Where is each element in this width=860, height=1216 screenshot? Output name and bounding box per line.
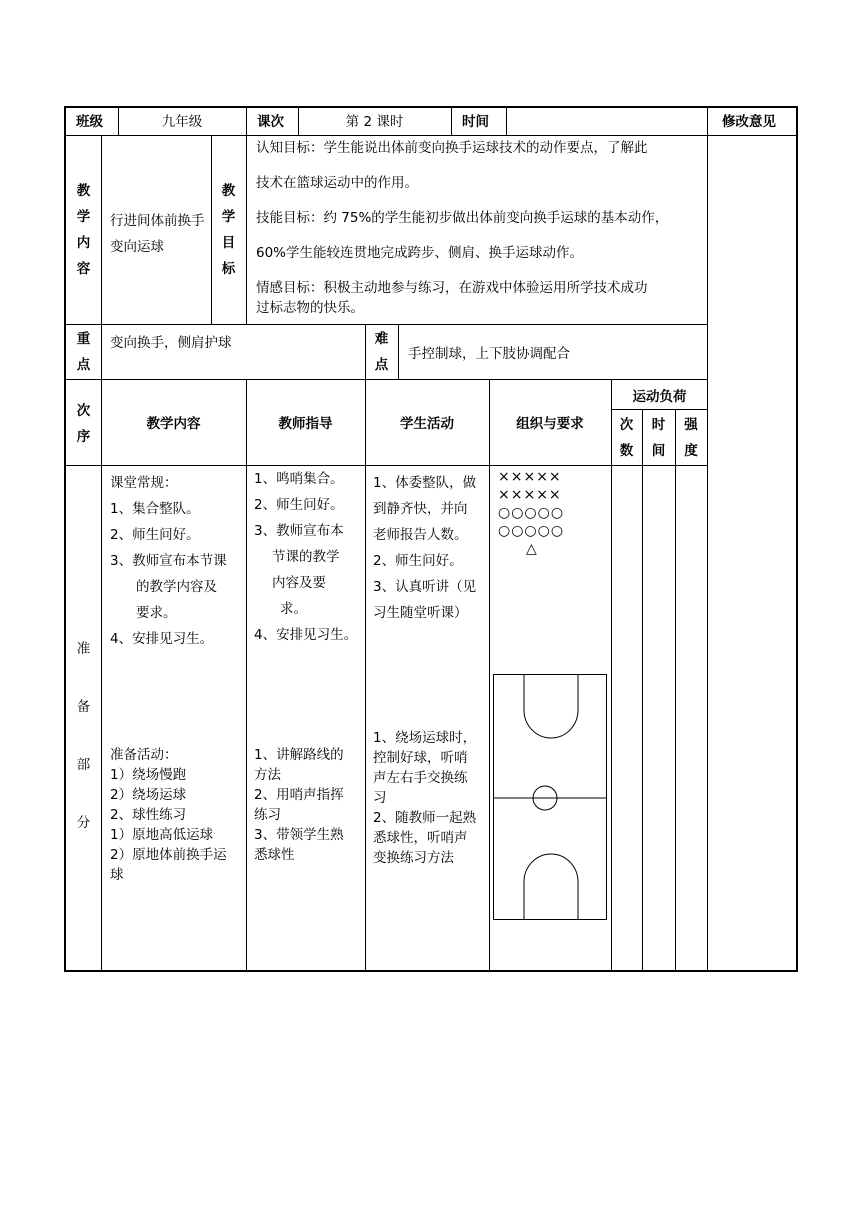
keypoint-label: 重 点 [76, 331, 91, 373]
list-item: 1）绕场慢跑 [110, 767, 187, 783]
list-item: 节课的教学 [272, 549, 340, 565]
list-item: 4、安排见习生。 [110, 631, 214, 647]
basketball-court-diagram [493, 674, 607, 920]
list-item: 3、认真听讲（见 [373, 579, 477, 595]
list-item: 方法 [254, 767, 281, 783]
rule-right [796, 106, 798, 972]
list-item: 的教学内容及 [136, 579, 217, 595]
list-item: 2、球性练习 [110, 807, 187, 823]
rule-revision [707, 106, 708, 970]
list-item: 老师报告人数。 [373, 527, 468, 543]
difficulty-label: 难 点 [374, 331, 389, 373]
list-item: 2、随教师一起熟 [373, 810, 477, 826]
rule-top [64, 106, 798, 108]
list-item: 变换练习方法 [373, 850, 454, 866]
list-item: 2、用哨声指挥 [254, 787, 344, 803]
revision-label: 修改意见 [722, 114, 776, 130]
list-item: 习生随堂听课） [373, 605, 468, 621]
list-item: 2）原地体前换手运 [110, 847, 227, 863]
goal-line: 技能目标：约 75%的学生能初步做出体前变向换手运球的基本动作， [256, 210, 669, 226]
content-label: 教 学 内 容 [76, 183, 91, 277]
lesson-value: 第 2 课时 [345, 114, 404, 130]
rule-col-time [675, 409, 676, 970]
organization-header: 组织与要求 [516, 416, 584, 432]
formation-row: ××××× [498, 469, 562, 485]
rule-col-org [611, 379, 612, 970]
list-item: 2）绕场运球 [110, 787, 187, 803]
time-label: 时间 [462, 114, 489, 130]
list-item: 控制好球，听哨 [373, 750, 468, 766]
list-item: 内容及要 [272, 575, 326, 591]
goal-label: 教 学 目 标 [221, 183, 236, 277]
formation-row: ××××× [498, 487, 562, 503]
list-item: 1、绕场运球时， [373, 730, 477, 746]
list-item: 3、带领学生熟 [254, 827, 344, 843]
list-item: 球 [110, 867, 124, 883]
goal-line: 60%学生能较连贯地完成跨步、侧肩、换手运球动作。 [256, 245, 584, 261]
student-header: 学生活动 [400, 416, 454, 432]
list-item: 到静齐快，并向 [373, 501, 468, 517]
rule-k2 [398, 324, 399, 379]
class-label: 班级 [76, 114, 103, 130]
intensity-header: 强 度 [684, 417, 698, 459]
rule-col-student [489, 379, 490, 970]
list-item: 课堂常规： [110, 475, 178, 491]
prep-content-warmup [110, 745, 244, 885]
goal-line: 认知目标：学生能说出体前变向换手运球技术的动作要点，了解此 [256, 140, 648, 156]
rule-bottom [64, 970, 798, 972]
goal-line: 技术在篮球运动中的作用。 [256, 175, 418, 191]
list-item: 1、讲解路线的 [254, 747, 344, 763]
rule-c3 [246, 135, 247, 324]
content-header: 教学内容 [146, 416, 201, 432]
list-item: 要求。 [136, 605, 177, 621]
list-item: 2、师生问好。 [110, 527, 200, 543]
list-item: 1）原地高低运球 [110, 827, 214, 843]
list-item: 1、体委整队，做 [373, 475, 477, 491]
rule-c1 [101, 135, 102, 970]
list-item: 1、鸣哨集合。 [254, 471, 344, 487]
prep-student-warmup [373, 728, 487, 868]
count-header: 次 数 [619, 417, 634, 459]
prep-content-routine [110, 470, 244, 652]
list-item: 悉球性，听哨声 [373, 830, 468, 846]
prep-student-routine [373, 470, 487, 626]
court-boundary [494, 675, 607, 920]
formation-row: ○○○○○ [498, 523, 565, 539]
rule-content-bottom [64, 324, 708, 325]
goal-line: 情感目标：积极主动地参与练习，在游戏中体验运用所学技术成功 [256, 280, 648, 296]
list-item: 3、教师宣布本 [254, 523, 344, 539]
class-value: 九年级 [161, 114, 203, 130]
rule-h2 [246, 106, 247, 135]
load-header: 运动负荷 [632, 389, 687, 405]
bottom-key [524, 854, 578, 919]
rule-col-count [642, 409, 643, 970]
rule-col-content [246, 379, 247, 970]
formation-diagram [498, 468, 608, 558]
prep-teacher-routine [254, 466, 364, 648]
list-item: 1、集合整队。 [110, 501, 200, 517]
keypoint-text: 变向换手，侧肩护球 [110, 335, 232, 351]
difficulty-text: 手控制球，上下肢协调配合 [408, 346, 570, 362]
rule-col-teacher [365, 379, 366, 970]
order-header: 次 序 [76, 402, 91, 445]
list-item: 2、师生问好。 [373, 553, 463, 569]
list-item: 准备活动： [110, 747, 178, 763]
goal-line: 过标志物的快乐。 [256, 300, 364, 316]
list-item: 声左右手交换练 [373, 770, 468, 786]
teacher-marker: △ [526, 541, 538, 557]
list-item: 习 [373, 790, 387, 806]
prep-section-label: 准 备 部 分 [76, 641, 91, 831]
list-item: 3、教师宣布本节课 [110, 553, 227, 569]
time-header: 时 间 [651, 417, 666, 459]
content-text: 行进间体前换手变向运球 [110, 213, 205, 255]
list-item: 2、师生问好。 [254, 497, 344, 513]
teacher-header: 教师指导 [278, 416, 333, 432]
prep-teacher-warmup [254, 745, 364, 865]
lesson-label: 课次 [257, 114, 284, 130]
list-item: 悉球性 [254, 847, 295, 863]
top-key [524, 674, 578, 738]
formation-row: ○○○○○ [498, 505, 565, 521]
list-item: 4、安排见习生。 [254, 627, 358, 643]
goals [256, 137, 706, 318]
list-item: 求。 [280, 601, 307, 617]
list-item: 练习 [254, 807, 281, 823]
